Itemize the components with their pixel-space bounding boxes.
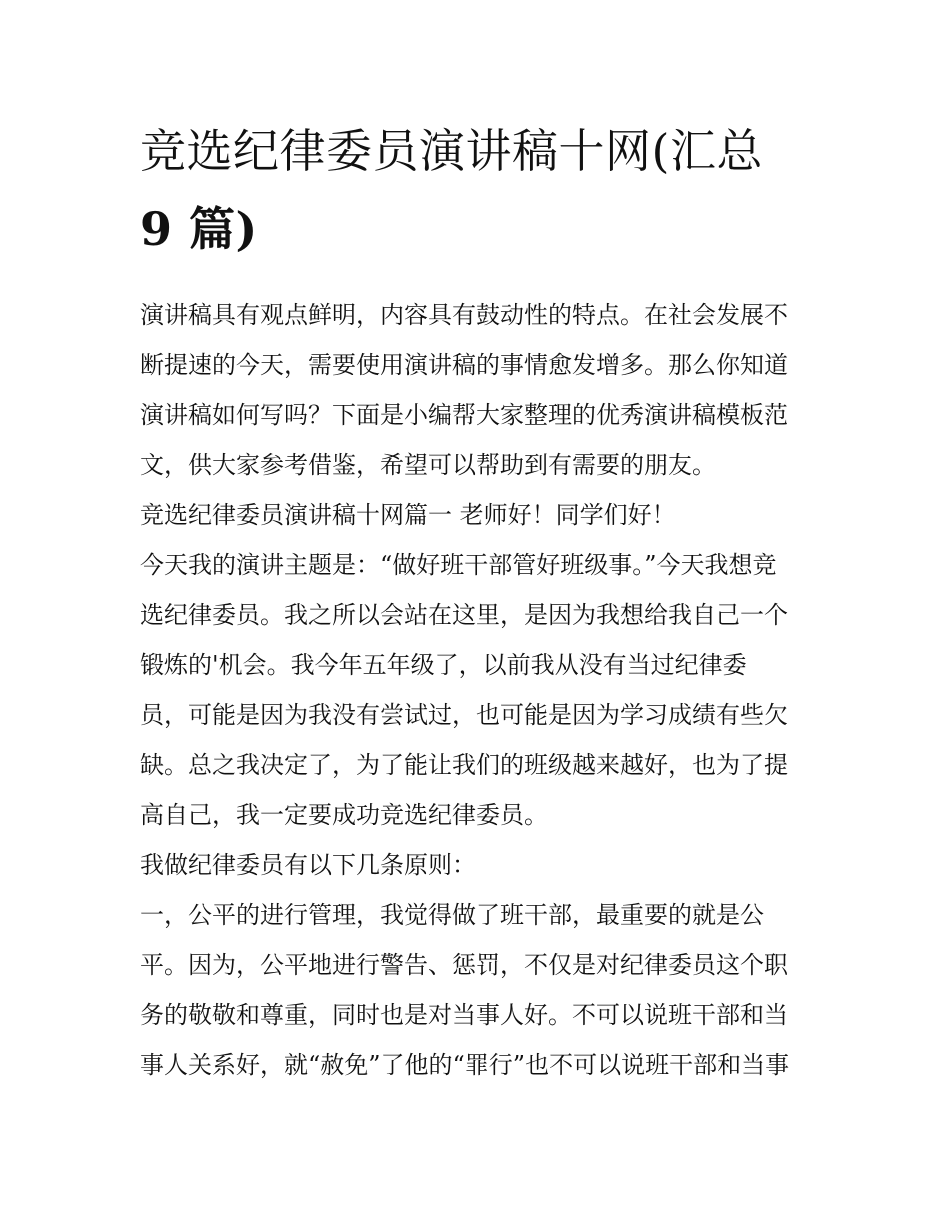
document-page: [140, 112, 812, 1090]
body-line: 今天我的演讲主题是：“做好班干部管好班级事。”今天我想竞: [140, 551, 777, 579]
body-line: 竞选纪律委员演讲稿十网篇一 老师好！同学们好！: [140, 501, 676, 529]
body-line: 文，供大家参考借鉴，希望可以帮助到有需要的朋友。: [140, 451, 716, 479]
body-line: 我做纪律委员有以下几条原则：: [140, 851, 476, 879]
document-body: [140, 290, 812, 1090]
body-line: 高自己，我一定要成功竞选纪律委员。: [140, 801, 548, 829]
body-line: 锻炼的'机会。我今年五年级了，以前我从没有当过纪律委: [140, 651, 747, 679]
body-line: 事人关系好，就“赦免”了他的“罪行”也不可以说班干部和当事: [140, 1051, 790, 1079]
body-line: 断提速的今天，需要使用演讲稿的事情愈发增多。那么你知道: [140, 351, 788, 379]
title-line-2: 9 篇): [140, 202, 258, 256]
title-line-1: 竞选纪律委员演讲稿十网(汇总: [140, 124, 763, 178]
body-line: 一，公平的进行管理，我觉得做了班干部，最重要的就是公: [140, 901, 764, 929]
body-line: 缺。总之我决定了，为了能让我们的班级越来越好，也为了提: [140, 751, 788, 779]
body-line: 演讲稿如何写吗？下面是小编帮大家整理的优秀演讲稿模板范: [140, 401, 788, 429]
body-line: 选纪律委员。我之所以会站在这里，是因为我想给我自己一个: [140, 601, 788, 629]
body-line: 务的敬敬和尊重，同时也是对当事人好。不可以说班干部和当: [140, 1001, 788, 1029]
body-line: 演讲稿具有观点鲜明，内容具有鼓动性的特点。在社会发展不: [140, 301, 788, 329]
body-line: 员，可能是因为我没有尝试过，也可能是因为学习成绩有些欠: [140, 701, 788, 729]
document-title: [140, 112, 812, 268]
body-line: 平。因为，公平地进行警告、惩罚，不仅是对纪律委员这个职: [140, 951, 788, 979]
